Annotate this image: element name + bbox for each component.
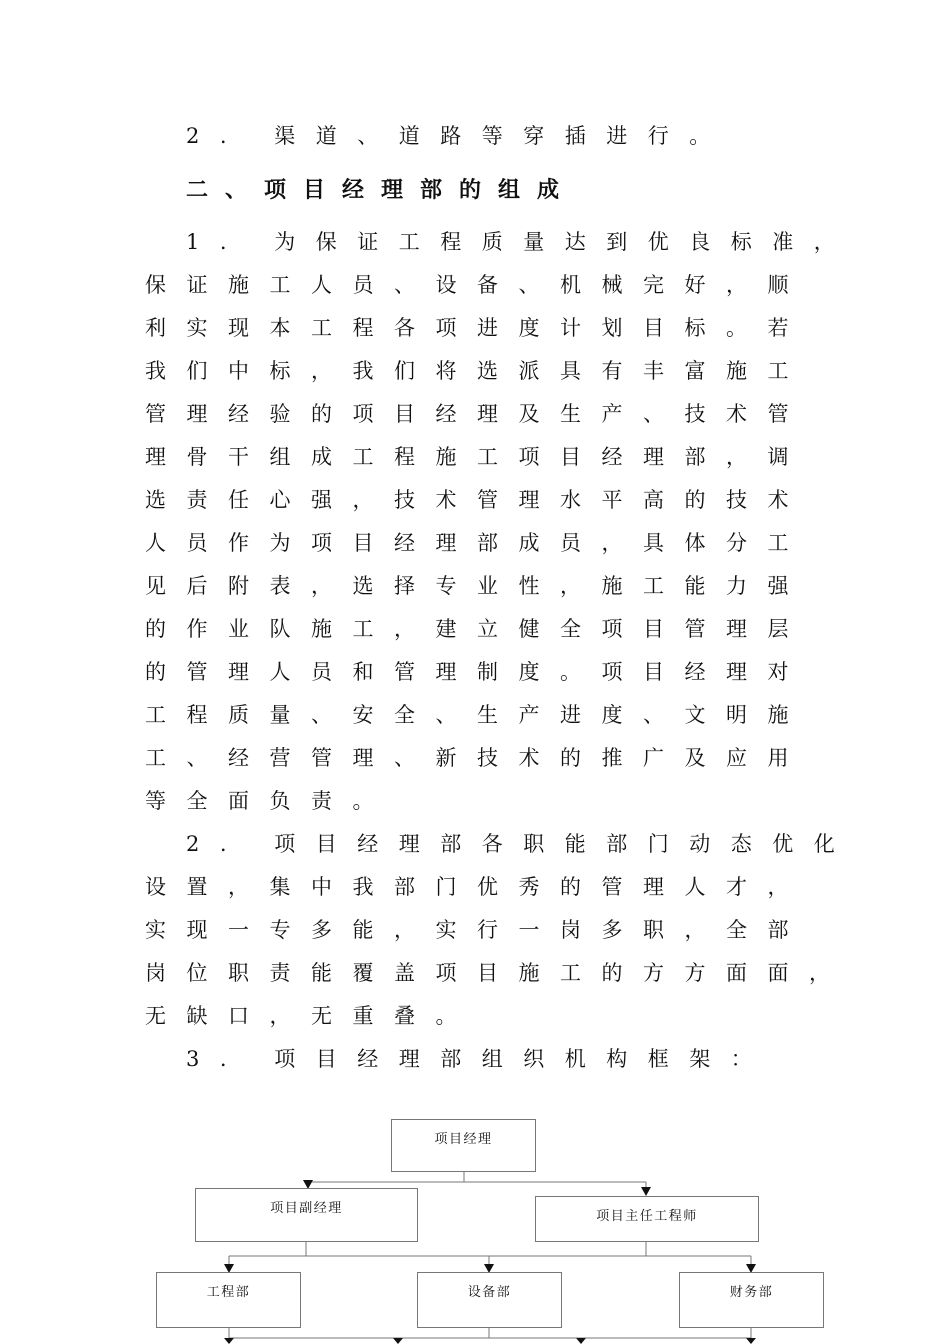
paragraph-line: 理骨干组成工程施工项目经理部，调	[145, 445, 809, 469]
paragraph-line: 3. 项目经理部组织机构框架：	[186, 1047, 773, 1071]
paragraph-line: 我们中标，我们将选派具有丰富施工	[145, 359, 809, 383]
paragraph-line: 的作业队施工，建立健全项目管理层	[145, 617, 809, 641]
org-node-equipment-dept: 设备部	[417, 1272, 562, 1328]
arrow-head	[576, 1338, 586, 1344]
paragraph-line: 1. 为保证工程质量达到优良标准，	[186, 230, 856, 254]
arrow-head	[641, 1187, 651, 1196]
paragraph-line: 工程质量、安全、生产进度、文明施	[145, 703, 809, 727]
org-chart	[0, 1100, 950, 1344]
paragraph-line: 实现一专多能，实行一岗多职，全部	[145, 918, 809, 942]
paragraph-line: 选责任心强，技术管理水平高的技术	[145, 488, 809, 512]
paragraph-line: 管理经验的项目经理及生产、技术管	[145, 402, 809, 426]
org-node-project-manager: 项目经理	[391, 1119, 536, 1172]
paragraph-line: 等全面负责。	[145, 789, 394, 813]
paragraph-line: 工、经营管理、新技术的推广及应用	[145, 746, 809, 770]
arrow-head	[393, 1338, 403, 1344]
paragraph-line: 设置，集中我部门优秀的管理人才，	[145, 875, 809, 899]
arrow-head	[224, 1338, 234, 1344]
org-node-finance-dept: 财务部	[679, 1272, 824, 1328]
paragraph-line: 的管理人员和管理制度。项目经理对	[145, 660, 809, 684]
paragraph-line: 2. 渠道、道路等穿插进行。	[186, 124, 731, 148]
paragraph-line: 见后附表，选择专业性，施工能力强	[145, 574, 809, 598]
org-node-chief-engineer: 项目主任工程师	[535, 1196, 759, 1242]
paragraph-line: 保证施工人员、设备、机械完好，顺	[145, 273, 809, 297]
arrow-head	[746, 1338, 756, 1344]
paragraph-line: 无缺口，无重叠。	[145, 1004, 477, 1028]
section-heading: 二、项目经理部的组成	[186, 177, 577, 203]
paragraph-line: 2. 项目经理部各职能部门动态优化	[186, 832, 856, 856]
org-node-engineering-dept: 工程部	[156, 1272, 301, 1328]
paragraph-line: 人员作为项目经理部成员，具体分工	[145, 531, 809, 555]
paragraph-line: 岗位职责能覆盖项目施工的方方面面，	[145, 961, 851, 985]
org-node-deputy-manager: 项目副经理	[195, 1188, 418, 1242]
paragraph-line: 利实现本工程各项进度计划目标。若	[145, 316, 809, 340]
